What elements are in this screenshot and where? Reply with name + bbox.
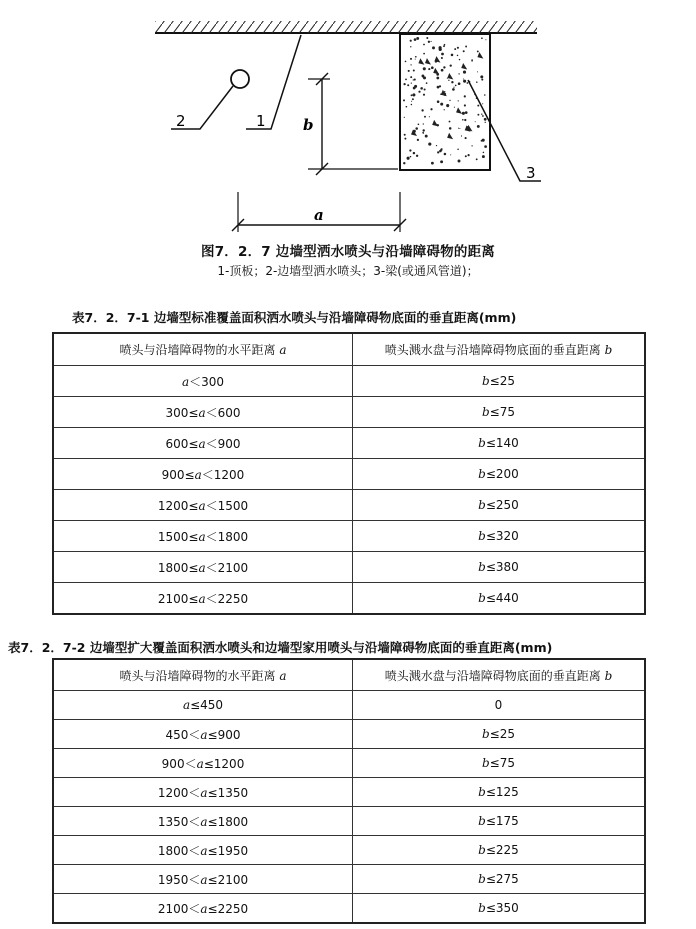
column-header-b: 喷头溅水盘与沿墙障碍物底面的垂直距离 b <box>353 333 646 366</box>
table2 <box>52 658 646 924</box>
distance-a-cell: a＜300 <box>53 366 353 397</box>
label-beam-no: 3 <box>526 164 536 182</box>
distance-b-cell: b≤175 <box>353 807 646 836</box>
distance-b-cell: b≤25 <box>353 366 646 397</box>
ceiling-slab <box>155 21 537 33</box>
beam <box>400 34 490 170</box>
distance-a-cell: 1950＜a≤2100 <box>53 865 353 894</box>
distance-b-cell: b≤225 <box>353 836 646 865</box>
distance-b-cell: b≤440 <box>353 583 646 615</box>
label-dim-a: a <box>314 206 324 224</box>
table-row <box>53 894 645 924</box>
label-sprinkler-no: 2 <box>176 112 186 130</box>
table-row <box>53 807 645 836</box>
distance-a-cell: 1200≤a＜1500 <box>53 490 353 521</box>
table-row <box>53 836 645 865</box>
distance-b-cell: b≤75 <box>353 397 646 428</box>
distance-a-cell: 2100＜a≤2250 <box>53 894 353 924</box>
distance-b-cell: b≤125 <box>353 778 646 807</box>
distance-a-cell: 900＜a≤1200 <box>53 749 353 778</box>
distance-b-cell: b≤350 <box>353 894 646 924</box>
distance-b-cell: 0 <box>353 691 646 720</box>
table-row <box>53 521 645 552</box>
sprinkler-obstruction-diagram <box>0 0 696 240</box>
distance-a-cell: 900≤a＜1200 <box>53 459 353 490</box>
label-dim-b: b <box>303 116 314 134</box>
distance-a-cell: 450＜a≤900 <box>53 720 353 749</box>
distance-a-cell: 1200＜a≤1350 <box>53 778 353 807</box>
column-header-a: 喷头与沿墙障碍物的水平距离 a <box>53 333 353 366</box>
sprinkler-symbol <box>231 70 249 88</box>
table-row <box>53 778 645 807</box>
table-row <box>53 865 645 894</box>
table-row <box>53 490 645 521</box>
table1 <box>52 332 646 615</box>
table-row <box>53 397 645 428</box>
distance-a-cell: 2100≤a＜2250 <box>53 583 353 615</box>
ceiling-leader <box>246 35 301 129</box>
distance-a-cell: 1800＜a≤1950 <box>53 836 353 865</box>
distance-b-cell: b≤320 <box>353 521 646 552</box>
distance-a-cell: 600≤a＜900 <box>53 428 353 459</box>
table-row <box>53 366 645 397</box>
column-header-b: 喷头溅水盘与沿墙障碍物底面的垂直距离 b <box>353 659 646 691</box>
label-ceiling-no: 1 <box>256 112 266 130</box>
dimension-b <box>303 73 398 175</box>
table1-title: 表7．2．7-1 边墙型标准覆盖面积洒水喷头与沿墙障碍物底面的垂直距离(mm) <box>72 310 517 325</box>
table-row <box>53 749 645 778</box>
table-header-row <box>53 659 645 691</box>
figure-caption-legend: 1-顶板；2-边墙型洒水喷头；3-梁(或通风管道)； <box>217 264 479 278</box>
table-row <box>53 720 645 749</box>
table-row <box>53 459 645 490</box>
table2-title: 表7．2．7-2 边墙型扩大覆盖面积洒水喷头和边墙型家用喷头与沿墙障碍物底面的垂直距离(mm) <box>8 640 553 655</box>
table-row <box>53 691 645 720</box>
column-header-a: 喷头与沿墙障碍物的水平距离 a <box>53 659 353 691</box>
distance-b-cell: b≤200 <box>353 459 646 490</box>
distance-b-cell: b≤140 <box>353 428 646 459</box>
distance-b-cell: b≤75 <box>353 749 646 778</box>
distance-b-cell: b≤275 <box>353 865 646 894</box>
figure-caption-title: 图7．2．7 边墙型洒水喷头与沿墙障碍物的距离 <box>201 244 495 260</box>
distance-b-cell: b≤25 <box>353 720 646 749</box>
distance-b-cell: b≤380 <box>353 552 646 583</box>
dimension-a <box>232 192 406 232</box>
distance-b-cell: b≤250 <box>353 490 646 521</box>
distance-a-cell: 300≤a＜600 <box>53 397 353 428</box>
table-row <box>53 583 645 615</box>
table-row <box>53 552 645 583</box>
table-row <box>53 428 645 459</box>
distance-a-cell: 1500≤a＜1800 <box>53 521 353 552</box>
table-header-row <box>53 333 645 366</box>
distance-a-cell: 1800≤a＜2100 <box>53 552 353 583</box>
distance-a-cell: a≤450 <box>53 691 353 720</box>
distance-a-cell: 1350＜a≤1800 <box>53 807 353 836</box>
